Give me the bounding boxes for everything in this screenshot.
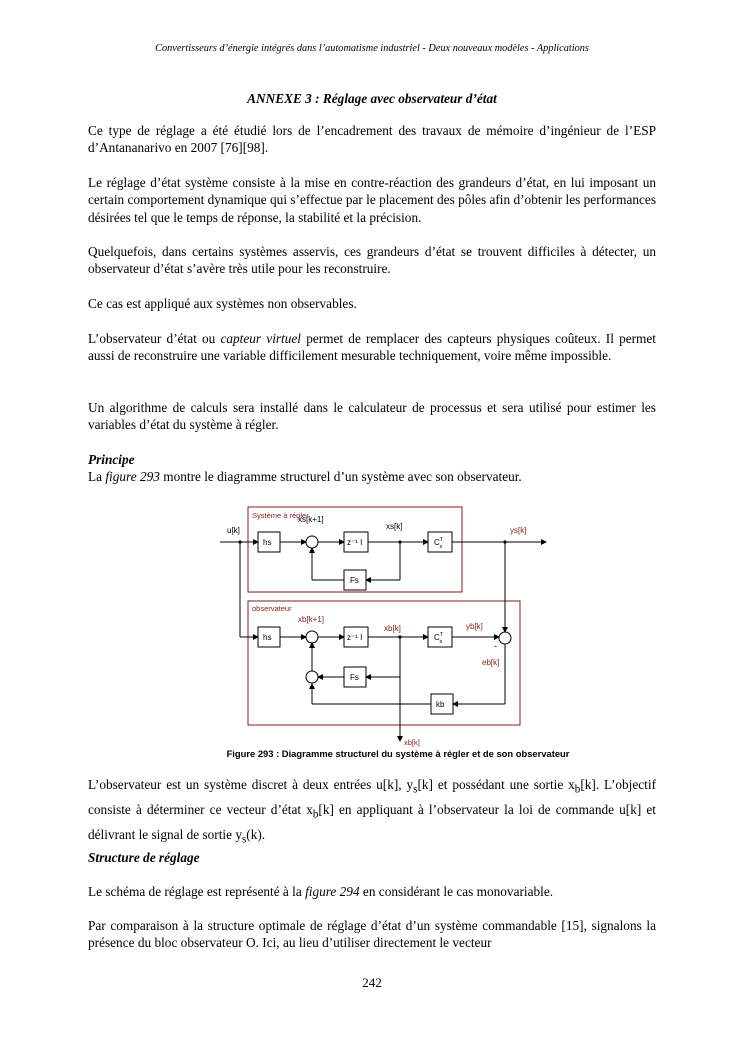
block-diagram-svg: [210, 505, 550, 750]
p7-a-sub: s: [413, 783, 418, 796]
observer-fs-label: Fs: [350, 673, 359, 682]
comparator-minus-sign: -: [494, 641, 497, 651]
input-label: u[k]: [227, 526, 240, 535]
xb-next-label: xb[k+1]: [298, 615, 325, 624]
paragraph-2: Le réglage d’état système consiste à la mise en contre-réaction des grandeurs d’état, en lui imposant un certain comportement dynamique qui s’effectue par le placement des pôles afin d’obtenir les performances désirées tel que le temps de réponse, la stabilité et la précision.: [88, 175, 656, 225]
p7-a: L’observateur est un système discret à deux entrées u[k], y: [88, 777, 414, 792]
xs-next-label: xs[k+1]: [298, 515, 324, 524]
figure-294-ref: figure 294: [305, 884, 360, 899]
observer-delay-label: z⁻¹ I: [347, 633, 363, 642]
kb-label: kb: [436, 700, 445, 709]
paragraph-5-text-c: permet de remplacer des capteurs physiques coûteux. Il permet aussi de reconstruire une variable difficilement mesurable techniquement, voire même impossible.: [88, 331, 656, 364]
capteur-virtuel-term: capteur virtuel: [220, 331, 302, 346]
paragraph-6: Un algorithme de calculs sera installé dans le calculateur de processus et sera utilisé pour estimer les variables d’état du système à régler.: [88, 400, 656, 433]
observer-comparator: [499, 632, 511, 644]
block-diagram: [210, 505, 550, 750]
observer-hs-label: hs: [263, 633, 272, 642]
p7-e: (k).: [246, 827, 266, 843]
paragraph-9: Par comparaison à la structure optimale de réglage d’état d’un système commandable [15], signalons la présence du bloc observateur O. Ici, au lieu d’utiliser directement le vecteur: [88, 918, 656, 951]
yb-label: yb[k]: [466, 622, 483, 631]
xb-label: xb[k]: [384, 624, 401, 633]
eb-label: eb[k]: [482, 658, 500, 667]
p8-c: en considérant le cas monovariable.: [359, 884, 554, 899]
p7-d: [k] en appliquant à l’observateur la loi de commande u[k] et délivrant le signal de sortie y: [88, 802, 656, 843]
paragraph-5: [88, 330, 656, 365]
paragraph-7: [88, 775, 656, 850]
page-number: 242: [362, 975, 382, 990]
figure-caption: Figure 293 : Diagramme structurel du système à régler et de son observateur: [226, 748, 570, 759]
paragraph-4: Ce cas est appliqué aux systèmes non observables.: [88, 296, 357, 311]
principe-text-a: La: [88, 469, 106, 485]
observer-frame-label: observateur: [252, 604, 292, 613]
annex-title: ANNEXE 3 : Réglage avec observateur d’état: [247, 91, 497, 106]
p8-a: Le schéma de réglage est représenté à la: [88, 884, 306, 899]
observer-second-summer: [306, 671, 318, 683]
p7-b-sub: b: [574, 783, 581, 796]
structure-heading: Structure de réglage: [88, 850, 200, 865]
xs-label: xs[k]: [386, 522, 403, 531]
paragraph-8: [88, 883, 656, 900]
p7-d-sub: s: [241, 833, 247, 846]
system-ct-label: $C^T$ s: [434, 537, 443, 550]
system-fs-label: Fs: [350, 576, 359, 585]
system-delay-label: z⁻¹ I: [347, 538, 363, 547]
system-hs-label: hs: [263, 538, 272, 547]
observer-frame: [248, 601, 520, 725]
xb-output-label: xb[k]: [404, 738, 420, 747]
p7-c: [k]. L’objectif consiste à déterminer ce vecteur d’état x: [88, 777, 656, 818]
p7-b: [k] et possédant une sortie x: [417, 777, 575, 792]
running-header: Convertisseurs d’énergie intégrés dans l’automatisme industriel - Deux nouveaux modèles - Applications: [155, 43, 589, 54]
principe-section: [88, 451, 656, 486]
figure-293-ref: figure 293: [105, 469, 160, 485]
paragraph-1: Ce type de réglage a été étudié lors de l’encadrement des travaux de mémoire d’ingénieur de l’ESP d’Antananarivo en 2007 [76][98].: [88, 123, 656, 156]
p7-c-sub: b: [312, 808, 319, 821]
paragraph-3: Quelquefois, dans certains systèmes asservis, ces grandeurs d’état se trouvent difficiles à détecter, un observateur d’état s’avère très utile pour les reconstruire.: [88, 244, 656, 277]
principe-heading: Principe: [88, 452, 135, 467]
ys-label: ys[k]: [510, 526, 527, 535]
observer-summer: [306, 631, 318, 643]
system-summer: [306, 536, 318, 548]
system-frame-label: Système à régler: [252, 511, 309, 520]
principe-text-c: montre le diagramme structurel d’un système avec son observateur.: [159, 469, 522, 485]
paragraph-5-text-a: L’observateur d’état ou: [88, 331, 221, 346]
observer-ct-label: $C^T$ s: [434, 632, 443, 645]
